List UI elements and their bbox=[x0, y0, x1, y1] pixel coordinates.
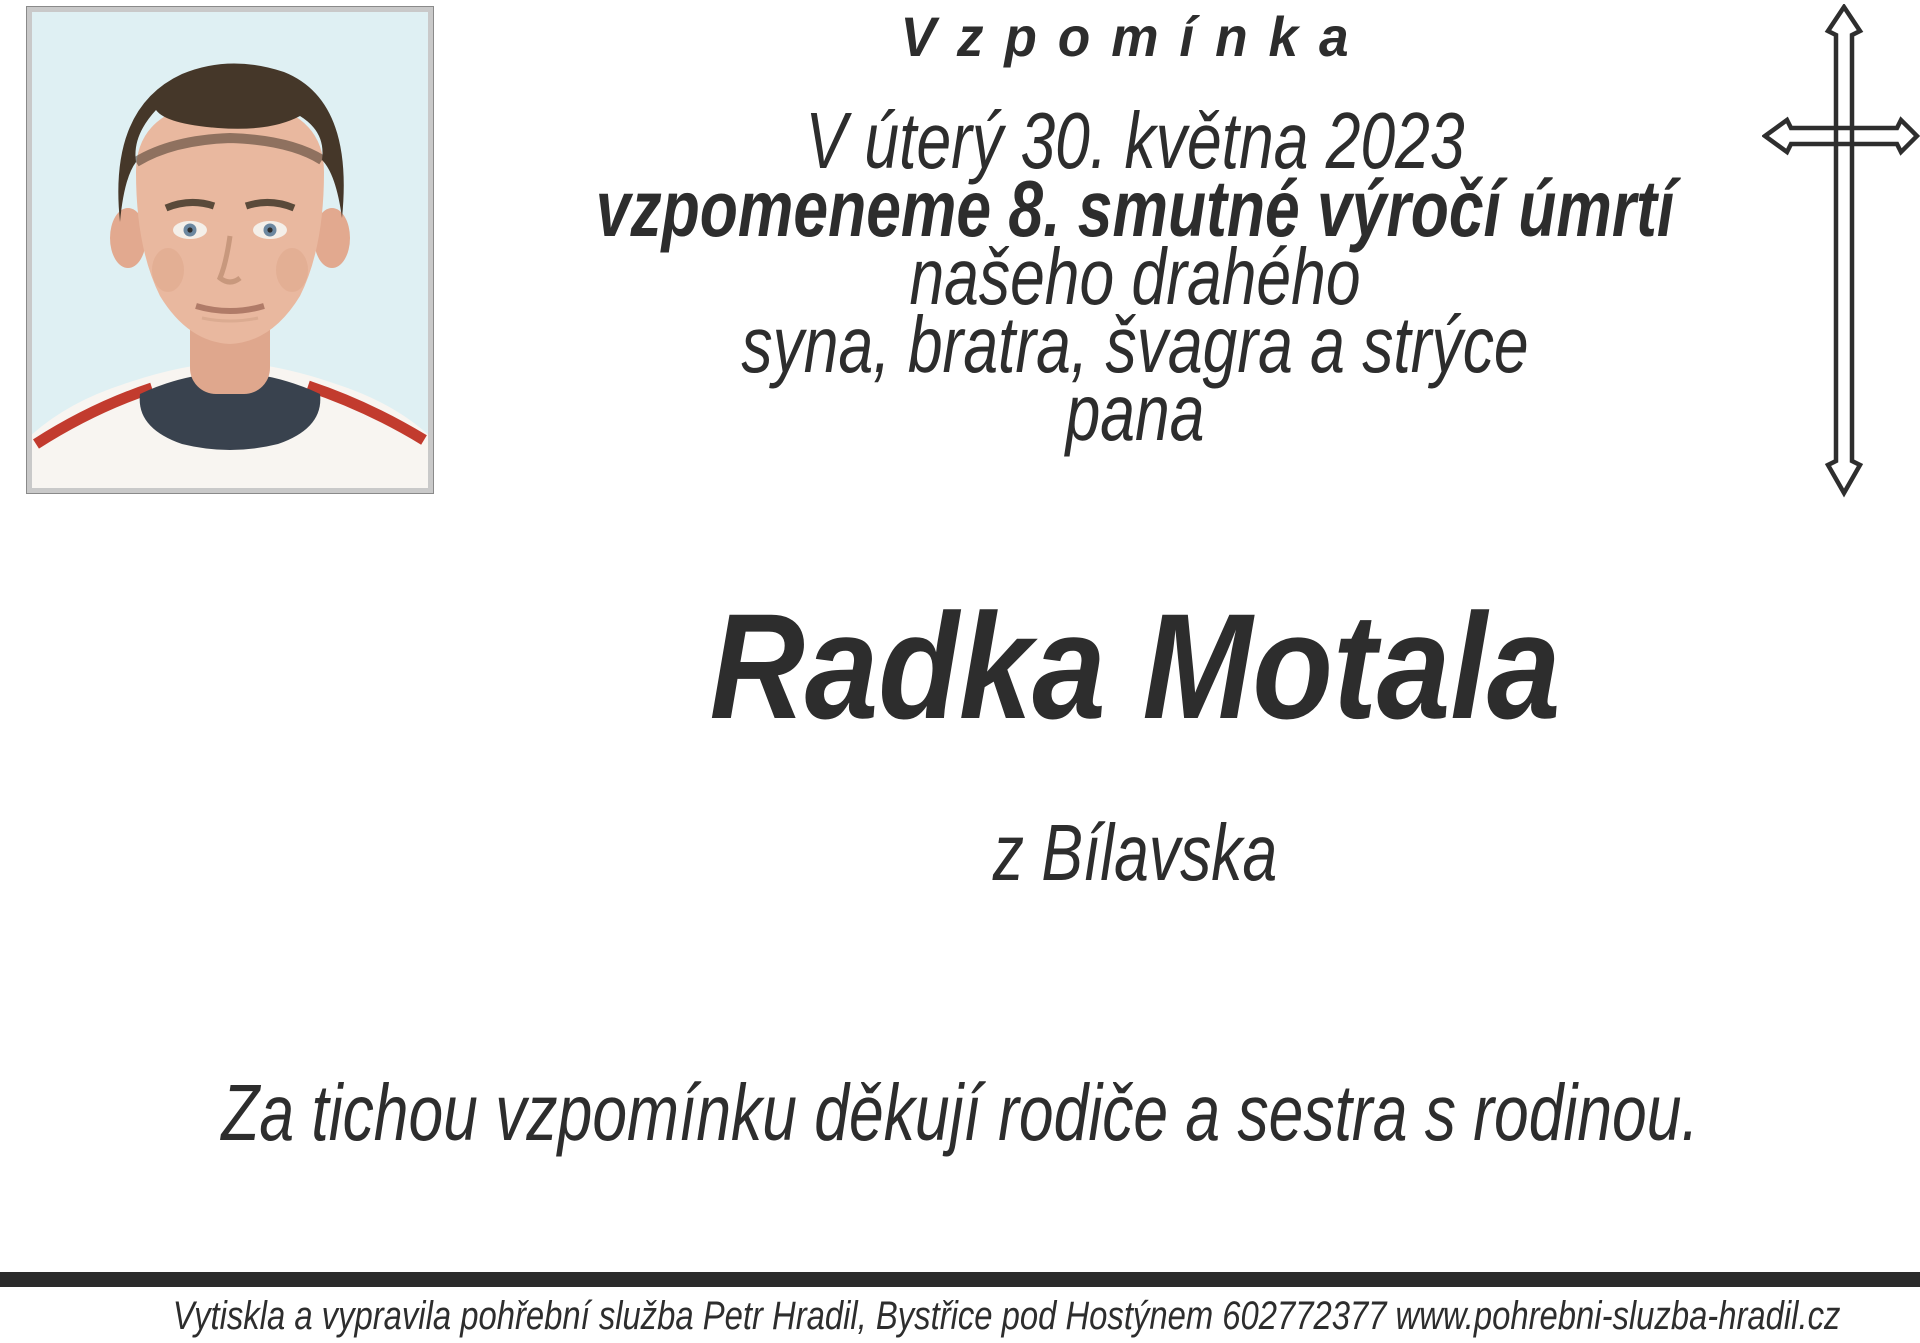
deceased-name: Radka Motala bbox=[709, 582, 1561, 750]
funeral-service-footer: Vytiskla a vypravila pohřební služba Petr Hradil, Bystřice pod Hostýnem 602772377 www.pohrebni-sluzba-hradil.cz bbox=[172, 1294, 1841, 1338]
dear-line: našeho drahého bbox=[909, 232, 1361, 321]
origin-line: z Bílavska bbox=[992, 808, 1278, 897]
portrait-illustration bbox=[32, 12, 428, 488]
honorific-line: pana bbox=[1065, 368, 1205, 457]
thanks-line: Za tichou vzpomínku děkují rodiče a sestra s rodinou. bbox=[221, 1068, 1699, 1157]
deceased-photo bbox=[27, 7, 433, 493]
footer-divider-bar bbox=[0, 1272, 1920, 1287]
date-line: V úterý 30. května 2023 bbox=[805, 96, 1465, 185]
cross-icon bbox=[1762, 4, 1920, 498]
card-title: Vzpomínka bbox=[900, 5, 1370, 68]
anniversary-line: vzpomeneme 8. smutné výročí úmrtí bbox=[595, 164, 1675, 253]
relations-line: syna, bratra, švagra a strýce bbox=[741, 300, 1529, 389]
